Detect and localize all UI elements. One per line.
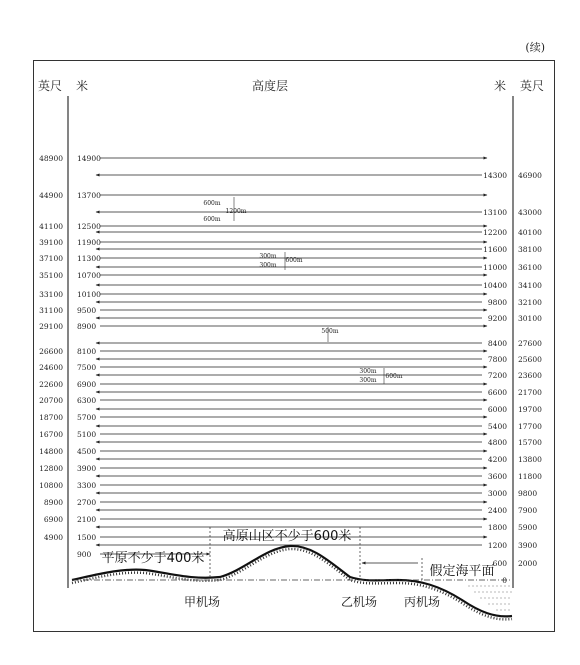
- right-meter-label: 12200: [483, 228, 507, 237]
- right-meter-label: 7200: [487, 371, 507, 380]
- right-meter-label: 3000: [487, 489, 507, 498]
- left-feet-label: 39100: [39, 238, 63, 247]
- right-meter-label: 0: [502, 576, 507, 585]
- right-feet-label: 2000: [518, 559, 538, 568]
- left-feet-label: 33100: [39, 290, 63, 299]
- right-feet-label: 11800: [518, 472, 542, 481]
- sep-label: 600m: [203, 200, 221, 207]
- left-feet-label: 31100: [39, 306, 63, 315]
- right-meter-label: 11600: [483, 245, 507, 254]
- right-meter-label: 4200: [487, 455, 507, 464]
- header-meters-right: 米: [493, 79, 507, 93]
- right-feet-label: 27600: [518, 339, 542, 348]
- left-meter-label: 11900: [77, 238, 101, 247]
- left-feet-label: 37100: [39, 254, 63, 263]
- left-meter-label: 11300: [77, 254, 101, 263]
- sea-level-note: 假定海平面: [429, 564, 495, 579]
- left-meter-label: 7500: [77, 363, 97, 372]
- right-feet-label: 5900: [518, 523, 538, 532]
- left-meter-label: 10100: [77, 290, 101, 299]
- right-feet-label: 34100: [518, 281, 542, 290]
- left-meter-label: 8100: [77, 347, 97, 356]
- sep-label: 300m: [359, 368, 377, 375]
- right-meter-label: 1800: [487, 523, 507, 532]
- left-feet-label: 35100: [39, 271, 63, 280]
- right-meter-label: 13100: [483, 208, 507, 217]
- right-feet-label: 17700: [518, 422, 542, 431]
- plateau-note: 高原山区不少于600米: [222, 529, 352, 544]
- right-feet-label: 30100: [518, 314, 542, 323]
- left-meter-label: 14900: [77, 154, 101, 163]
- right-meter-label: 6600: [487, 388, 507, 397]
- right-feet-label: 21700: [518, 388, 542, 397]
- left-feet-label: 16700: [39, 430, 63, 439]
- sep-label: 300m: [359, 377, 377, 384]
- left-feet-label: 24600: [39, 363, 63, 372]
- sep-label: 600m: [385, 373, 403, 380]
- header-feet-left: 英尺: [37, 79, 63, 93]
- right-meter-label: 9800: [487, 298, 507, 307]
- right-feet-label: 32100: [518, 298, 542, 307]
- header-meters-left: 米: [75, 79, 89, 93]
- left-meter-label: 8900: [77, 322, 97, 331]
- left-feet-label: 48900: [39, 154, 63, 163]
- left-feet-label: 6900: [43, 515, 63, 524]
- left-meter-label: 2100: [77, 515, 97, 524]
- left-meter-label: 4500: [77, 447, 97, 456]
- left-feet-label: 20700: [39, 396, 63, 405]
- sep-label: 600m: [285, 257, 303, 264]
- left-meter-label: 6900: [77, 380, 97, 389]
- left-feet-label: 22600: [39, 380, 63, 389]
- right-meter-label: 7800: [487, 355, 507, 364]
- right-feet-label: 46900: [518, 171, 542, 180]
- right-meter-label: 3600: [487, 472, 507, 481]
- right-feet-label: 38100: [518, 245, 542, 254]
- left-meter-label: 12500: [77, 222, 101, 231]
- left-meter-label: 6300: [77, 396, 97, 405]
- separation-annotations: [203, 197, 402, 384]
- right-feet-label: 43000: [518, 208, 542, 217]
- right-feet-label: 7900: [518, 506, 538, 515]
- header-title: 高度层: [251, 79, 289, 93]
- left-feet-label: 4900: [43, 533, 63, 542]
- left-meter-label: 900: [77, 550, 92, 559]
- left-feet-label: 14800: [39, 447, 63, 456]
- right-feet-label: 15700: [518, 438, 542, 447]
- right-feet-label: 40100: [518, 228, 542, 237]
- right-meter-label: 8400: [487, 339, 507, 348]
- left-feet-label: 41100: [39, 222, 63, 231]
- sep-label: 300m: [259, 253, 277, 260]
- sep-label: 300m: [259, 262, 277, 269]
- right-feet-label: 25600: [518, 355, 542, 364]
- sep-label: 600m: [203, 216, 221, 223]
- airport-a-label: 甲机场: [183, 595, 221, 609]
- left-meter-label: 10700: [77, 271, 101, 280]
- plain-note: 平原不少于400米: [101, 551, 205, 566]
- right-feet-label: 36100: [518, 263, 542, 272]
- right-meter-label: 11000: [483, 263, 507, 272]
- left-meter-label: 1500: [77, 533, 97, 542]
- left-meter-label: 13700: [77, 191, 101, 200]
- right-meter-label: 600: [492, 559, 507, 568]
- header-feet-right: 英尺: [519, 79, 545, 93]
- continued-label: (续): [525, 41, 545, 54]
- right-feet-label: 13800: [518, 455, 542, 464]
- right-feet-label: 23600: [518, 371, 542, 380]
- left-feet-label: 26600: [39, 347, 63, 356]
- right-meter-label: 5400: [487, 422, 507, 431]
- level-lines: [39, 154, 542, 585]
- right-meter-label: 6000: [487, 405, 507, 414]
- airport-b-label: 乙机场: [340, 595, 378, 609]
- left-feet-label: 10800: [39, 481, 63, 490]
- sep-label: 1200m: [225, 208, 247, 215]
- right-meter-label: 10400: [483, 281, 507, 290]
- left-feet-label: 44900: [39, 191, 63, 200]
- left-feet-label: 29100: [39, 322, 63, 331]
- left-feet-label: 8900: [43, 498, 63, 507]
- right-meter-label: 14300: [483, 171, 507, 180]
- left-meter-label: 9500: [77, 306, 97, 315]
- right-feet-label: 19700: [518, 405, 542, 414]
- left-feet-label: 18700: [39, 413, 63, 422]
- left-meter-label: 5700: [77, 413, 97, 422]
- right-meter-label: 4800: [487, 438, 507, 447]
- airport-c-label: 丙机场: [403, 595, 441, 609]
- right-meter-label: 1200: [487, 541, 507, 550]
- left-meter-label: 3900: [77, 464, 97, 473]
- right-meter-label: 9200: [487, 314, 507, 323]
- right-meter-label: 2400: [487, 506, 507, 515]
- left-meter-label: 3300: [77, 481, 97, 490]
- left-feet-label: 12800: [39, 464, 63, 473]
- sep-label: 500m: [321, 328, 339, 335]
- right-feet-label: 9800: [518, 489, 538, 498]
- left-meter-label: 5100: [77, 430, 97, 439]
- right-feet-label: 3900: [518, 541, 538, 550]
- left-meter-label: 2700: [77, 498, 97, 507]
